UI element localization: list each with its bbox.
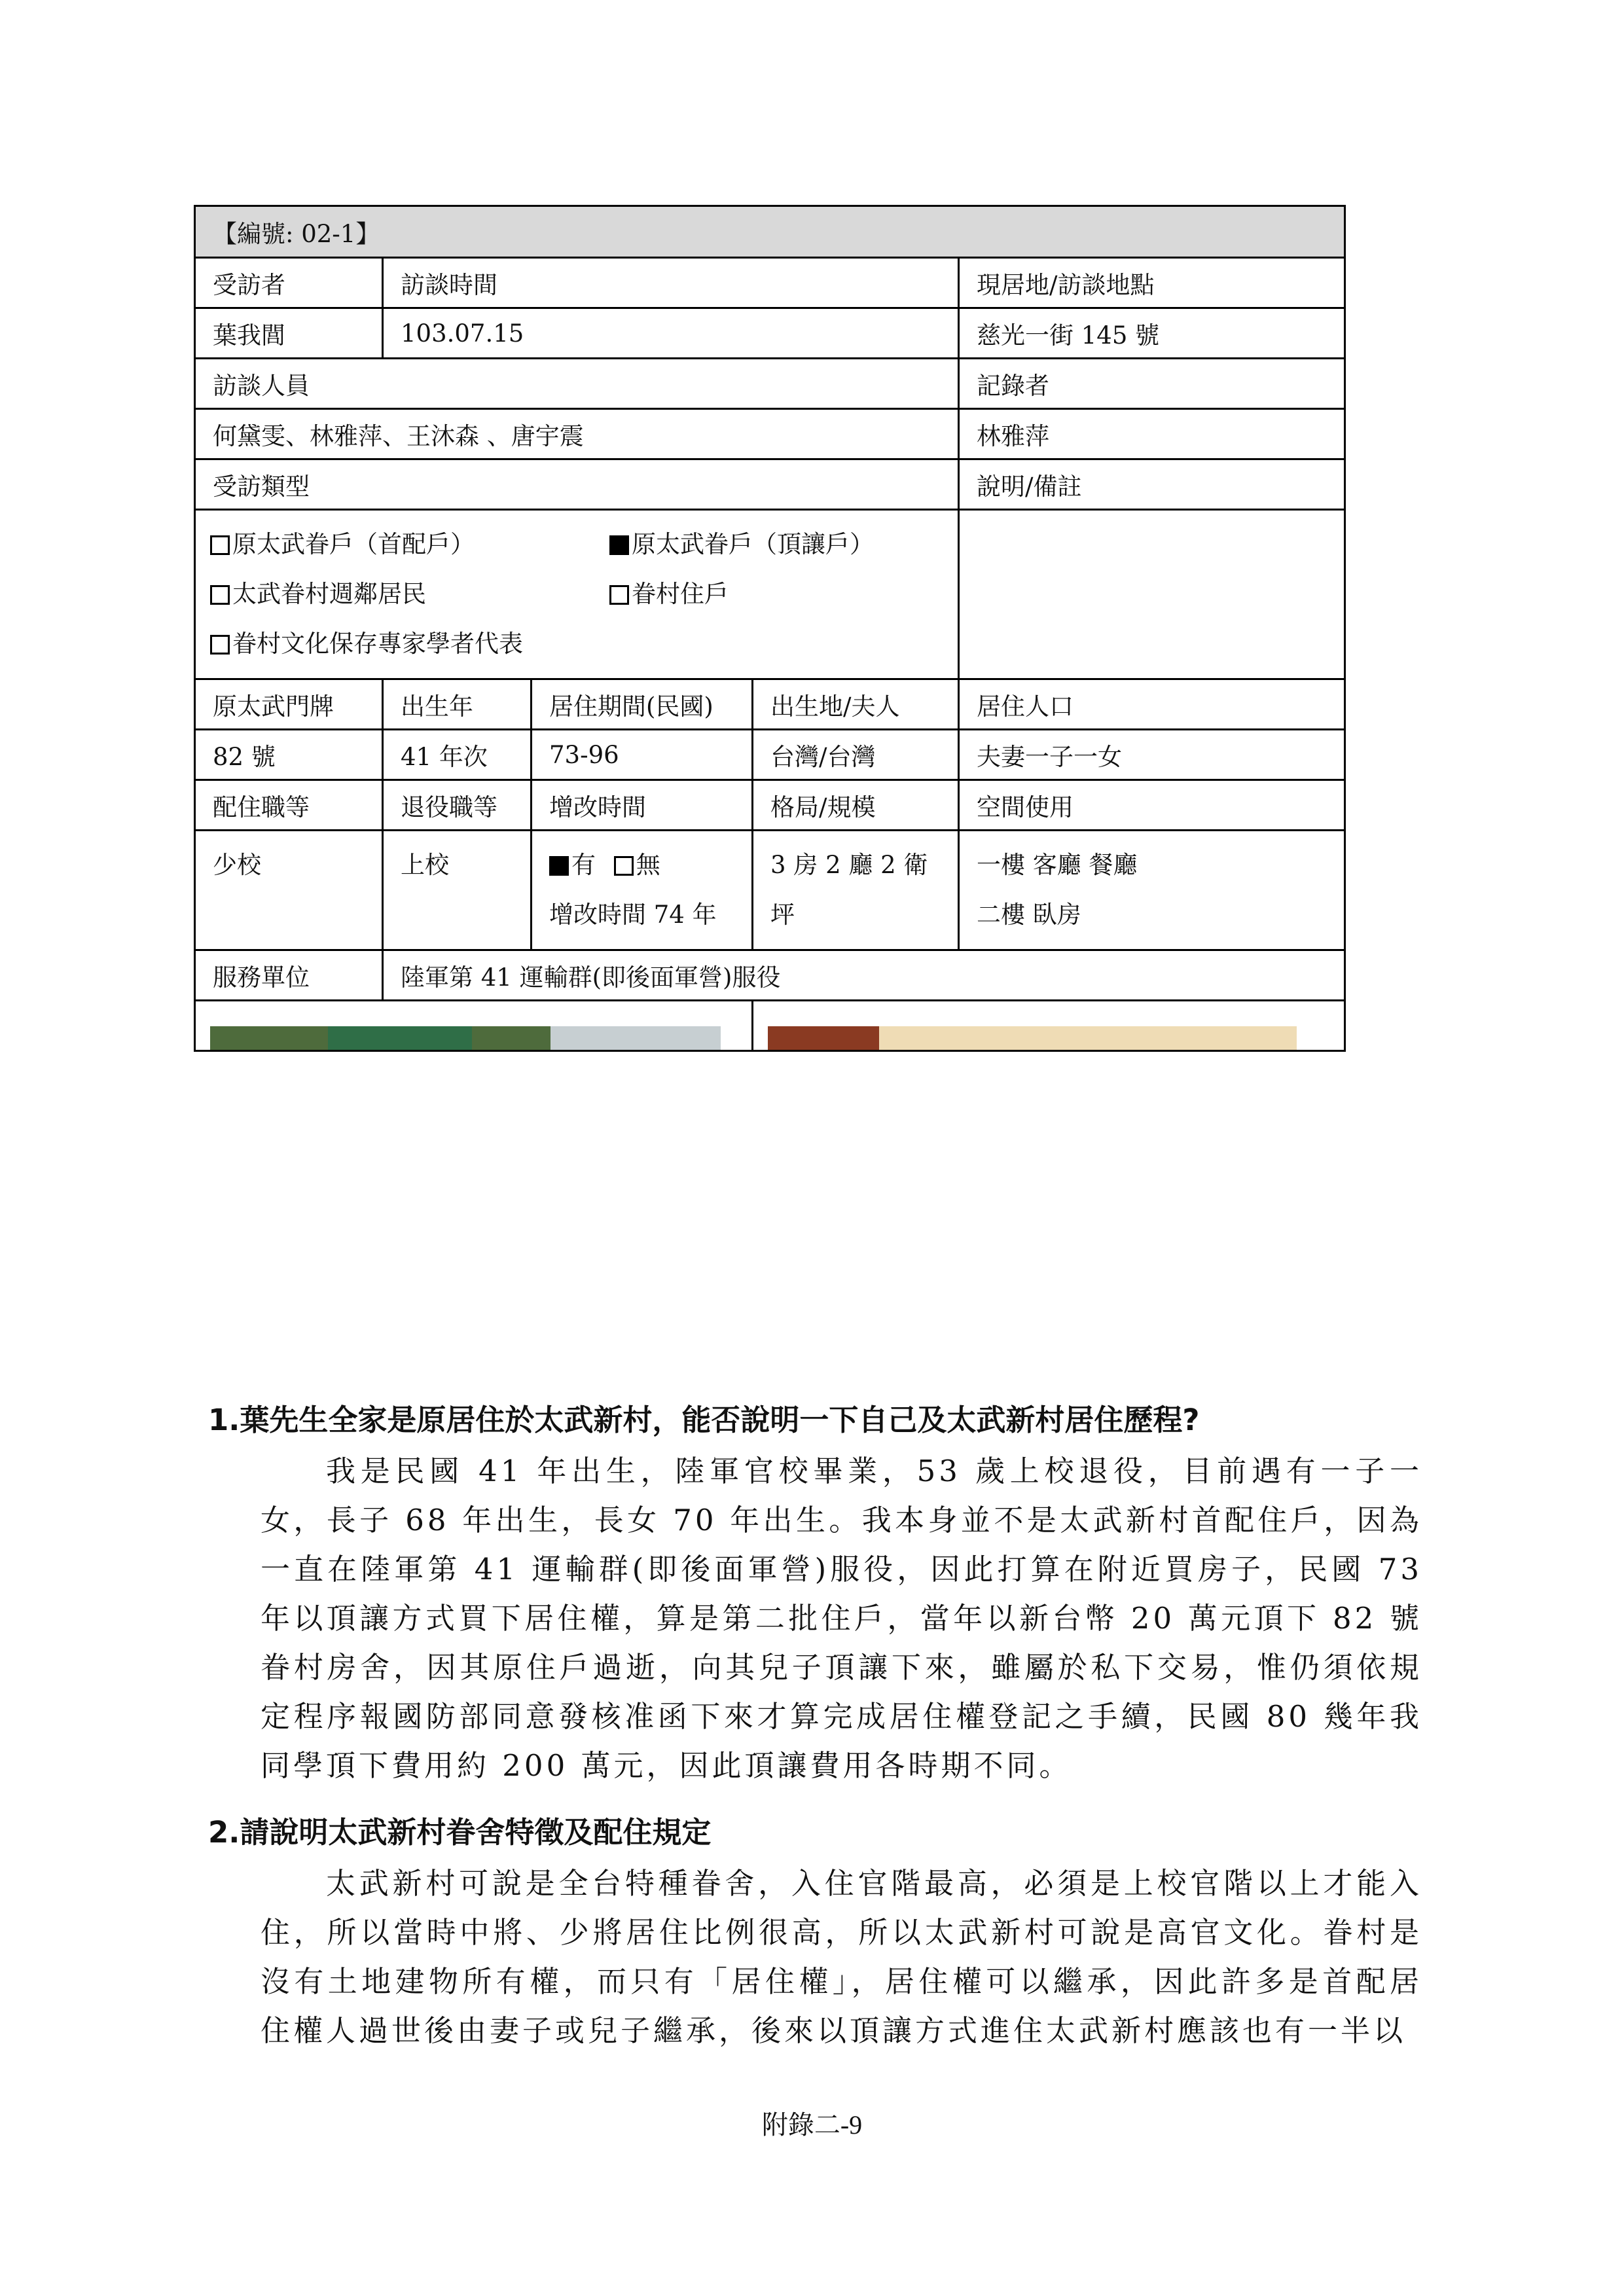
header-notes: 說明/備註 bbox=[959, 459, 1345, 510]
value-period: 73-96 bbox=[532, 730, 753, 780]
checkbox-empty-icon bbox=[609, 585, 629, 605]
photo-street-interview bbox=[210, 1026, 721, 1051]
question-2: 2.請說明太武新村眷舍特徵及配住規定 bbox=[208, 1815, 712, 1850]
header-type: 受訪類型 bbox=[195, 459, 959, 510]
value-renovation: 有 無 增改時間 74 年 bbox=[532, 831, 753, 950]
header-rank-assigned: 配住職等 bbox=[195, 780, 383, 831]
notes-cell bbox=[959, 510, 1345, 679]
header-space: 空間使用 bbox=[959, 780, 1345, 831]
checkbox-empty-icon bbox=[210, 585, 230, 605]
value-origin: 台灣/台灣 bbox=[753, 730, 959, 780]
type-option: 眷村文化保存專家學者代表 bbox=[210, 619, 523, 669]
header-door: 原太武門牌 bbox=[195, 679, 383, 730]
page-number: 附錄二-9 bbox=[761, 2110, 863, 2140]
value-interview-time: 103.07.15 bbox=[383, 308, 959, 359]
checkbox-filled-icon bbox=[549, 856, 569, 876]
header-origin: 出生地/夫人 bbox=[753, 679, 959, 730]
value-rank-retired: 上校 bbox=[383, 831, 532, 950]
header-rank-retired: 退役職等 bbox=[383, 780, 532, 831]
value-staff: 何黛雯、林雅萍、王沐森 、唐宇震 bbox=[195, 409, 959, 459]
value-recorder: 林雅萍 bbox=[959, 409, 1345, 459]
value-rank-assigned: 少校 bbox=[195, 831, 383, 950]
checkbox-filled-icon bbox=[609, 535, 629, 555]
type-option: 原太武眷戶（首配戶） bbox=[210, 520, 609, 569]
checkbox-empty-icon bbox=[210, 635, 230, 655]
header-renovation: 增改時間 bbox=[532, 780, 753, 831]
record-id: 【編號: 02-1】 bbox=[195, 206, 1345, 258]
type-option: 太武眷村週鄰居民 bbox=[210, 569, 609, 619]
answer-1: 我是民國 41 年出生，陸軍官校畢業，53 歲上校退役，目前遇有一子一女，長子 68 年出生，長女 70 年出生。我本身並不是太武新村首配住戶，因為一直在陸軍第 41 運輸群(即後面軍營)服役，因此打算在附近買房子，民國 73 年以頂讓方式買下居住權，算是第二批住戶，當年以新台幣 20 萬元頂下 82 號眷村房舍，因其原住戶過逝，向其兒子頂讓下來，雖屬於私下交易，惟仍須依規定程序報國防部同意發核准函下來才算完成居住權登記之手續，民國 80 幾年我同學頂下費用約 200 萬元，因此頂讓費用各時期不同。 bbox=[261, 1454, 1422, 1783]
photo-cell-left bbox=[195, 1001, 753, 1051]
answer-2: 太武新村可說是全台特種眷舍，入住官階最高，必須是上校官階以上才能入住，所以當時中將、少將居住比例很高，所以太武新村可說是高官文化。眷村是沒有土地建物所有權，而只有「居住權」，居住權可以繼承，因此許多是首配居住權人過世後由妻子或兒子繼承，後來以頂讓方式進住太武新村應該也有一半以 bbox=[261, 1866, 1422, 2048]
header-household: 居住人口 bbox=[959, 679, 1345, 730]
checkbox-empty-icon bbox=[210, 535, 230, 555]
type-option: 原太武眷戶（頂讓戶） bbox=[609, 520, 874, 569]
value-space: 一樓 客廳 餐廳 二樓 臥房 bbox=[959, 831, 1345, 950]
value-household: 夫妻一子一女 bbox=[959, 730, 1345, 780]
header-service: 服務單位 bbox=[195, 950, 383, 1001]
header-layout: 格局/規模 bbox=[753, 780, 959, 831]
header-born: 出生年 bbox=[383, 679, 532, 730]
value-born: 41 年次 bbox=[383, 730, 532, 780]
header-staff: 訪談人員 bbox=[195, 359, 959, 409]
value-interviewee: 葉我閭 bbox=[195, 308, 383, 359]
header-location: 現居地/訪談地點 bbox=[959, 258, 1345, 308]
photo-living-room-interview bbox=[768, 1026, 1297, 1051]
value-door: 82 號 bbox=[195, 730, 383, 780]
type-option: 眷村住戶 bbox=[609, 569, 729, 619]
header-period: 居住期間(民國) bbox=[532, 679, 753, 730]
value-layout: 3 房 2 廳 2 衛 坪 bbox=[753, 831, 959, 950]
interview-record-table bbox=[194, 205, 1346, 1052]
checkbox-empty-icon bbox=[614, 856, 634, 876]
header-interviewee: 受訪者 bbox=[195, 258, 383, 308]
header-interview-time: 訪談時間 bbox=[383, 258, 959, 308]
photo-cell-right bbox=[753, 1001, 1345, 1051]
question-1: 1.葉先生全家是原居住於太武新村，能否說明一下自己及太武新村居住歷程? bbox=[208, 1403, 1200, 1437]
value-service: 陸軍第 41 運輸群(即後面軍營)服役 bbox=[383, 950, 1345, 1001]
header-recorder: 記錄者 bbox=[959, 359, 1345, 409]
type-checkboxes bbox=[195, 510, 959, 679]
value-location: 慈光一街 145 號 bbox=[959, 308, 1345, 359]
